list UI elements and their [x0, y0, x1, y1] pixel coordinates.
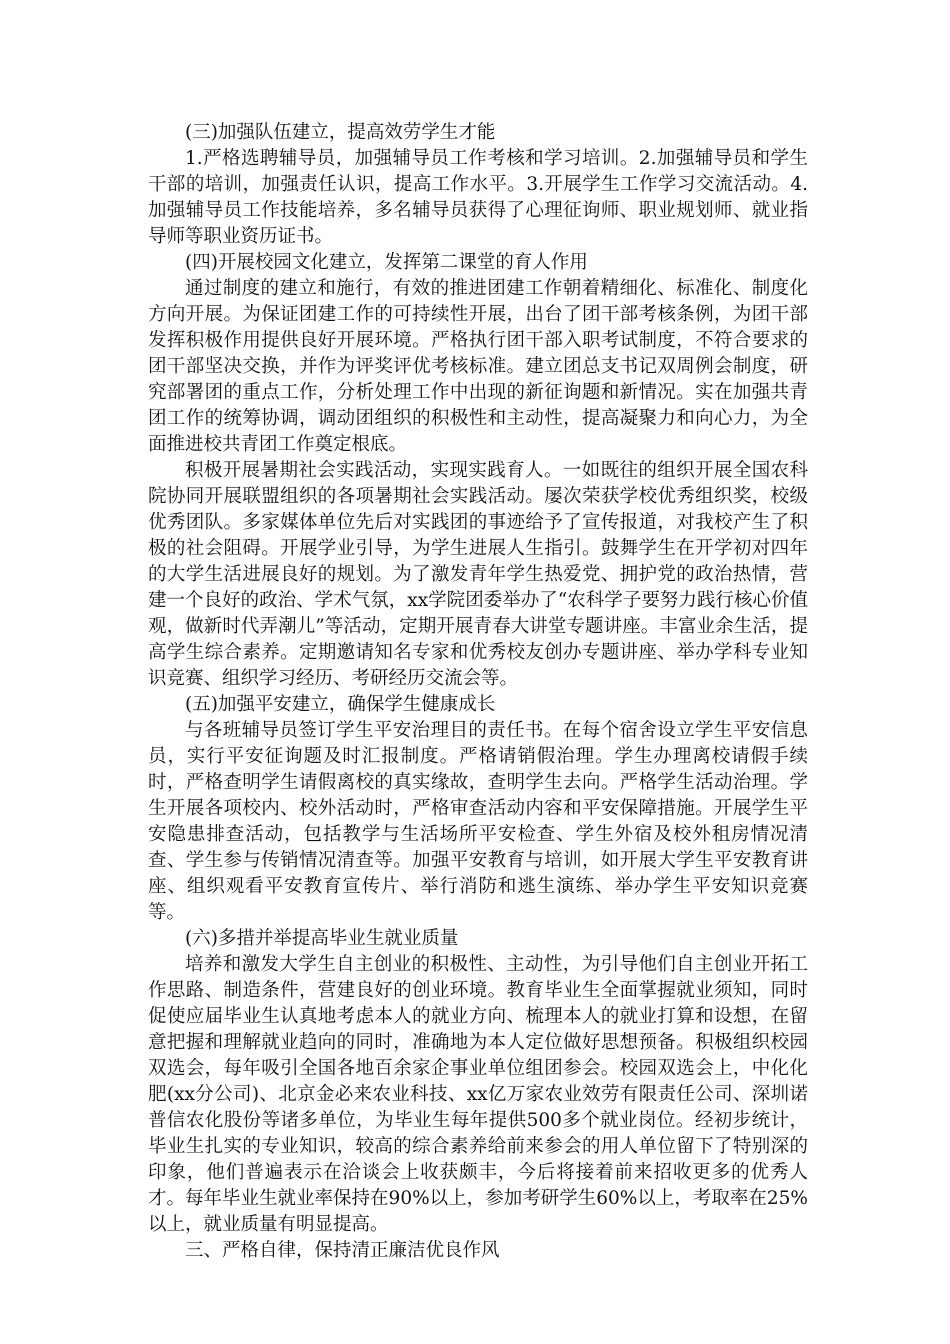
body-paragraph: 积极开展暑期社会实践活动，实现实践育人。一如既往的组织开展全国农科院协同开展联盟组织的各项暑期社会实践活动。屡次荣获学校优秀组织奖，校级优秀团队。多家媒体单位先后对实践团的事迹给予了宣传报道，对我校产生了积极的社会阻碍。开展学业引导，为学生进展人生指引。鼓舞学生在开学初对四年的大学生活进展良好的规划。为了激发青年学生热爱党、拥护党的政治热情，营建一个良好的政治、学术气氛，xx学院团委举办了“农科学子要努力践行核心价值观，做新时代弄潮儿”等活动，定期开展青春大讲堂专题讲座。丰富业余生活，提高学生综合素养。定期邀请知名专家和优秀校友创办专题讲座、举办学科专业知识竞赛、组织学习经历、考研经历交流会等。 — [148, 460, 808, 689]
section-heading: (六)多措并举提高毕业生就业质量 — [185, 928, 459, 949]
body-paragraph: 通过制度的建立和施行，有效的推进团建工作朝着精细化、标准化、制度化方向开展。为保证团建工作的可持续性开展，出台了团干部考核条例，为团干部发挥积极作用提供良好开展环境。严格执行团干部入职考试制度，不符合要求的团干部坚决交换，并作为评奖评优考核标准。建立团总支书记双周例会制度，研究部署团的重点工作，分析处理工作中出现的新征询题和新情况。实在加强共青团工作的统筹协调，调动团组织的积极性和主动性，提高凝聚力和向心力，为全面推进校共青团工作奠定根底。 — [148, 278, 808, 455]
section-heading: (五)加强平安建立，确保学生健康成长 — [185, 694, 496, 715]
section-heading: (四)开展校园文化建立，发挥第二课堂的育人作用 — [185, 252, 588, 273]
body-paragraph: 培养和激发大学生自主创业的积极性、主动性，为引导他们自主创业开拓工作思路、制造条件，营建良好的创业环境。教育毕业生全面掌握就业须知，同时促使应届毕业生认真地考虑本人的就业方向、梳理本人的就业打算和设想，在留意把握和理解就业趋向的同时，准确地为本人定位做好思想预备。积极组织校园双选会，每年吸引全国各地百余家企事业单位组团参会。校园双选会上，中化化肥(xx分公司)、北京金必来农业科技、xx亿万家农业效劳有限责任公司、深圳诺普信农化股份等诸多单位，为毕业生每年提供500多个就业岗位。经初步统计，毕业生扎实的专业知识，较高的综合素养给前来参会的用人单位留下了特别深的印象，他们普遍表示在洽谈会上收获颇丰，今后将接着前来招收更多的优秀人才。每年毕业生就业率保持在90%以上，参加考研学生60%以上，考取率在25%以上，就业质量有明显提高。 — [148, 954, 808, 1235]
document-body — [148, 120, 808, 1264]
section-heading: (三)加强队伍建立，提高效劳学生才能 — [185, 122, 496, 143]
body-paragraph: 1.严格选聘辅导员，加强辅导员工作考核和学习培训。2.加强辅导员和学生干部的培训，加强责任认识，提高工作水平。3.开展学生工作学习交流活动。4.加强辅导员工作技能培养，多名辅导员获得了心理征询师、职业规划师、就业指导师等职业资历证书。 — [148, 148, 808, 247]
section-heading: 三、严格自律，保持清正廉洁优良作风 — [185, 1240, 500, 1261]
body-paragraph: 与各班辅导员签订学生平安治理目的责任书。在每个宿舍设立学生平安信息员，实行平安征询题及时汇报制度。严格请销假治理。学生办理离校请假手续时，严格查明学生请假离校的真实缘故，查明学生去向。严格学生活动治理。学生开展各项校内、校外活动时，严格审查活动内容和平安保障措施。开展学生平安隐患排查活动，包括教学与生活场所平安检查、学生外宿及校外租房情况清查、学生参与传销情况清查等。加强平安教育与培训，如开展大学生平安教育讲座、组织观看平安教育宣传片、举行消防和逃生演练、举办学生平安知识竞赛等。 — [148, 720, 808, 923]
